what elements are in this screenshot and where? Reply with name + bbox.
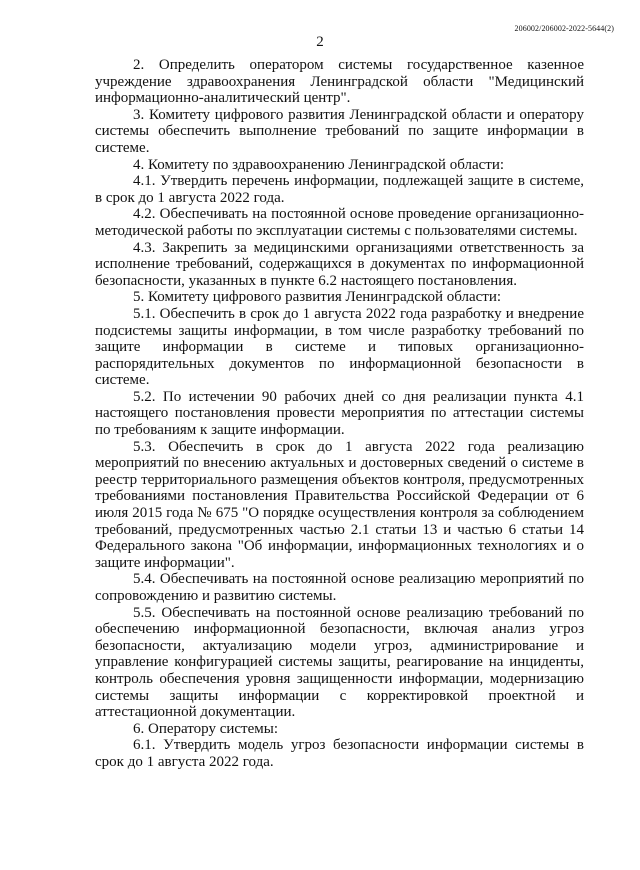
- paragraph-3: 3. Комитету цифрового развития Ленинградской области и оператору системы обеспечить выполнение требований по защите информации в системе.: [95, 106, 584, 156]
- document-registration-number: 206002/206002-2022-5644(2): [514, 24, 614, 33]
- paragraph-5: 5. Комитету цифрового развития Ленинградской области:: [133, 289, 502, 306]
- paragraph-5-3: 5.3. Обеспечить в срок до 1 августа 2022 года реализацию мероприятий по внесению актуальных и достоверных сведений о системе в реестр территориального размещения объектов контроля, предусмотренных требованиями постановления Правительства Российской Федерации от 6 июля 2015 года № 675 "О порядке осуществления контроля за соблюдением требований, предусмотренных частью 2.1 статьи 13 и частью 6 статьи 14 Федерального закона "Об информации, информационных технологиях и о защите информации".: [95, 438, 584, 571]
- paragraph-4: 4. Комитету по здравоохранению Ленинградской области:: [133, 156, 505, 173]
- paragraph-5-4: 5.4. Обеспечивать на постоянной основе реализацию мероприятий по сопровождению и развитию системы.: [95, 571, 584, 604]
- paragraph-5-1: 5.1. Обеспечить в срок до 1 августа 2022 года разработку и внедрение подсистемы защиты информации, в том числе разработку требований по защите информации в системе и типовых организационно-распорядительных документов по информационной безопасности в системе.: [95, 305, 584, 389]
- document-body: [95, 57, 584, 771]
- paragraph-2: 2. Определить оператором системы государственное казенное учреждение здравоохранения Ленинградской области "Медицинский информационно-аналитический центр".: [95, 57, 584, 107]
- paragraph-4-3: 4.3. Закрепить за медицинскими организациями ответственность за исполнение требований, содержащихся в документах по информационной безопасности, указанных в пункте 6.2 настоящего постановления.: [95, 239, 584, 289]
- paragraph-5-2: 5.2. По истечении 90 рабочих дней со дня реализации пункта 4.1 настоящего постановления провести мероприятия по аттестации системы по требованиям к защите информации.: [95, 388, 584, 439]
- paragraph-5-5: 5.5. Обеспечивать на постоянной основе реализацию требований по обеспечению информационной безопасности, включая анализ угроз безопасности, актуализацию модели угроз, администрирование и управление конфигурацией системы защиты, реагирование на инциденты, контроль обеспечения уровня защищенности информации, модернизацию системы защиты информации с корректировкой проектной и аттестационной документации.: [95, 604, 584, 721]
- paragraph-6-1: 6.1. Утвердить модель угроз безопасности информации системы в срок до 1 августа 2022 года.: [95, 737, 584, 770]
- paragraph-6: 6. Оператору системы:: [133, 720, 278, 737]
- page-number: 2: [316, 34, 324, 50]
- paragraph-4-2: 4.2. Обеспечивать на постоянной основе проведение организационно-методической работы по эксплуатации системы с пользователями системы.: [95, 206, 584, 239]
- paragraph-4-1: 4.1. Утвердить перечень информации, подлежащей защите в системе, в срок до 1 августа 2022 года.: [95, 173, 584, 206]
